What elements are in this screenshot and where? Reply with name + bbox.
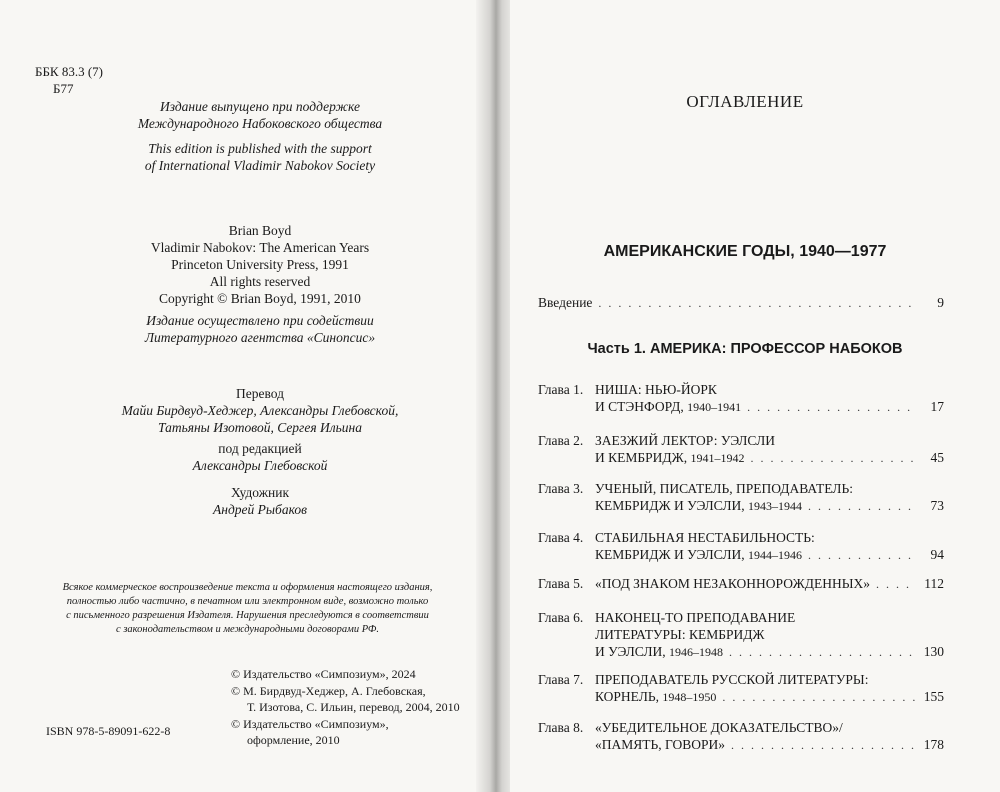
chapter-title-line [538,719,944,736]
chapter-title-line [538,575,944,593]
toc-entry-chapter [538,575,944,593]
chapter-title-text: И КЕМБРИДЖ, [595,450,688,465]
chapter-number: Глава 4. [538,530,584,545]
chapter-number: Глава 6. [538,610,584,625]
chapter-title-text: КЕМБРИДЖ И УЭЛСЛИ, [595,498,745,513]
editor-credit: под редакцией Александры Глебовской [192,441,328,473]
chapter-years: 1940–1941 [687,400,742,414]
chapter-title-text: «ПАМЯТЬ, ГОВОРИ» [595,737,725,752]
chapter-title-line [538,480,944,497]
chapter-title-text: «УБЕДИТЕЛЬНОЕ ДОКАЗАТЕЛЬСТВО»/ [595,720,843,735]
chapter-title-line [538,497,944,515]
toc-entry-chapter [538,480,944,515]
part-title: Часть 1. АМЕРИКА: ПРОФЕССОР НАБОКОВ [587,341,903,357]
bbk-code: ББК 83.3 (7) Б77 [35,64,104,96]
leader-dots [808,547,916,564]
chapter-years: 1941–1942 [690,451,745,465]
chapter-title-text: НИША: НЬЮ-ЙОРК [595,382,717,397]
chapter-title-line [538,398,944,416]
agency-note: Издание осуществлено при содействии Литературного агентства «Синопсис» [144,313,376,345]
page-number: 112 [924,576,944,591]
chapter-title-text: ЗАЕЗЖИЙ ЛЕКТОР: УЭЛСЛИ [595,433,776,448]
leader-dots [747,399,916,416]
chapter-title-text: КОРНЕЛЬ, [595,689,660,704]
leader-dots [598,295,916,312]
toc-entry-chapter [538,671,944,706]
chapter-title-line [538,626,944,643]
toc-entry-chapter [538,719,944,754]
page-number: 130 [923,644,944,659]
chapter-title-text: И УЭЛСЛИ, [595,644,666,659]
toc-title: ОГЛАВЛЕНИЕ [686,92,804,111]
chapter-title-line [538,643,944,661]
toc-entry-chapter [538,609,944,661]
artist-credit: Художник Андрей Рыбаков [213,485,307,517]
page-number: 178 [923,737,944,752]
book-title: АМЕРИКАНСКИЕ ГОДЫ, 1940—1977 [603,243,887,260]
left-page [0,0,490,792]
original-edition: Brian Boyd Vladimir Nabokov: The American Years Princeton University Press, 1991 All rights reserved Copyright © Brian Boyd, 1991, 2010 [150,223,370,306]
toc-entry-chapter [538,432,944,467]
chapter-title-text: НАКОНЕЦ-ТО ПРЕПОДАВАНИЕ [595,610,796,625]
chapter-title-line [538,529,944,546]
chapter-title-line [538,432,944,449]
page-number: 155 [923,689,944,704]
chapter-title-line [538,546,944,564]
chapter-number: Глава 7. [538,672,584,687]
chapter-title-line [538,609,944,626]
support-en: This edition is published with the support of International Vladimir Nabokov Society [144,141,376,173]
chapter-title-line [538,671,944,688]
chapter-title-line [538,449,944,467]
page-number: 73 [930,498,944,513]
leader-dots [729,644,916,661]
chapter-years: 1946–1948 [669,645,724,659]
chapter-title-text: СТАБИЛЬНАЯ НЕСТАБИЛЬНОСТЬ: [595,530,815,545]
support-ru: Издание выпущено при поддержке Международного Набоковского общества [137,99,383,131]
chapter-title-text: ЛИТЕРАТУРЫ: КЕМБРИДЖ [595,627,765,642]
chapter-title-text: И СТЭНФОРД, [595,399,684,414]
chapter-title-text: «ПОД ЗНАКОМ НЕЗАКОННОРОЖДЕННЫХ» [595,576,870,591]
translation-credit: Перевод Майи Бирдвуд-Хеджер, Александры Глебовской, Татьяны Изотовой, Сергея Ильина [121,386,399,435]
page-number: 45 [930,450,944,465]
chapter-title-text: ПРЕПОДАВАТЕЛЬ РУССКОЙ ЛИТЕРАТУРЫ: [595,672,869,687]
page-number: 17 [930,399,944,414]
toc-entry-intro: Введение . . . 9 [538,294,944,312]
chapter-title-line [538,688,944,706]
chapter-number: Глава 1. [538,382,584,397]
chapter-number: Глава 8. [538,720,584,735]
leader-dots [750,450,916,467]
chapter-years: 1948–1950 [662,690,717,704]
chapter-title-line [538,736,944,754]
chapter-years: 1944–1946 [748,548,802,562]
toc-entry-chapter [538,529,944,564]
chapter-title-text: УЧЕНЫЙ, ПИСАТЕЛЬ, ПРЕПОДАВАТЕЛЬ: [595,481,853,496]
page-number: 94 [930,547,944,562]
legal-notice: Всякое коммерческое воспроизведение текста и оформления настоящего издания, полностью либо частично, в печатном или электронном виде, возможно только с письменного разрешения Издателя. Нарушения преследуются в соответствии с законодательством и международными договорами РФ. [62,582,433,635]
leader-dots [722,689,916,706]
toc-entry-chapter [538,381,944,416]
copyright-block: © Издательство «Симпозиум», 2024 © М. Бирдвуд-Хеджер, А. Глебовская, Т. Изотова, С. Ильин, перевод, 2004, 2010 © Издательство «Симпозиум», оформление, 2010 [231,667,460,747]
leader-dots [876,576,916,593]
chapter-number: Глава 5. [538,576,584,591]
chapter-number: Глава 3. [538,481,584,496]
leader-dots [808,498,916,515]
leader-dots [731,737,916,754]
chapter-number: Глава 2. [538,433,584,448]
chapter-title-line [538,381,944,398]
isbn: ISBN 978-5-89091-622-8 [46,724,171,738]
chapter-years: 1943–1944 [748,499,802,513]
chapter-title-text: КЕМБРИДЖ И УЭЛСЛИ, [595,547,745,562]
